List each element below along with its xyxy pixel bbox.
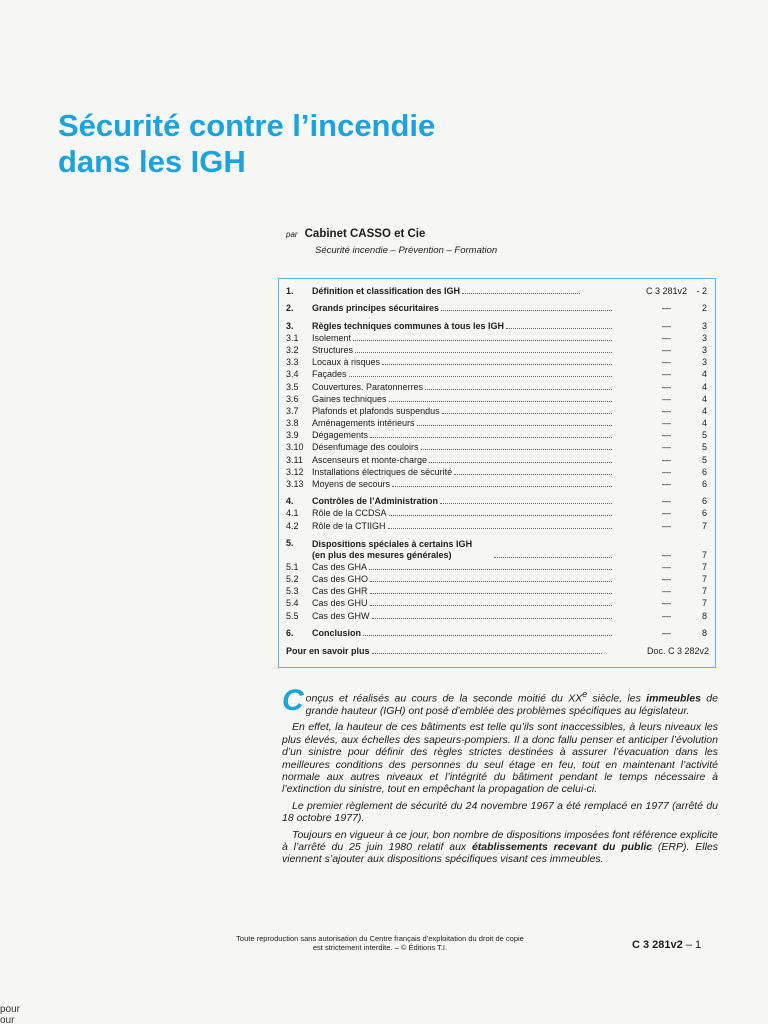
toc-label-line-2: (en plus des mesures générales): [312, 549, 452, 560]
toc-label: Cas des GHA: [312, 561, 368, 572]
toc-ref: —: [662, 369, 671, 380]
toc-ref: —: [662, 598, 671, 609]
table-of-contents: [278, 278, 716, 668]
toc-leader: [369, 569, 612, 570]
toc-row[interactable]: [286, 417, 709, 429]
toc-row[interactable]: [286, 495, 709, 507]
toc-label: Dégagements: [312, 430, 369, 441]
paragraph-1: [282, 684, 718, 717]
toc-page: 3: [701, 320, 707, 331]
toc-label: Façades: [312, 369, 347, 380]
toc-row[interactable]: [286, 561, 709, 573]
toc-number: 2.: [286, 303, 294, 314]
toc-number: 3.: [286, 320, 294, 331]
edge-fragment: [0, 1004, 20, 1024]
toc-ref: —: [662, 508, 671, 519]
toc-page: 5: [701, 430, 707, 441]
toc-label: Pour en savoir plus: [286, 645, 370, 656]
p4-text-b: (ERP). Elles viennent s’ajouter aux dispositions spécifiques visant ces immeubles.: [282, 840, 718, 866]
toc-leader: [429, 462, 612, 463]
toc-ref: —: [662, 442, 671, 453]
toc-row[interactable]: [286, 573, 709, 585]
p4-text: Toujours en vigueur à ce jour, bon nombre de dispositions imposées font référence explicite à l’arrêté du 25 juin 1980 relatif aux: [282, 828, 718, 853]
toc-number: 3.4: [286, 369, 299, 380]
toc-row[interactable]: [286, 585, 709, 597]
title-line-2: dans les IGH: [58, 144, 246, 179]
toc-leader: [494, 557, 612, 558]
toc-label: Aménagements intérieurs: [312, 418, 415, 429]
toc-number: 3.10: [286, 442, 304, 453]
toc-ref: Doc. C 3 282v2: [646, 645, 709, 656]
toc-label: Ascenseurs et monte-charge: [312, 454, 428, 465]
toc-label: Grands principes sécuritaires: [312, 303, 440, 314]
copyright-line-2: est strictement interdite. – © Éditions T.I.: [312, 943, 448, 952]
toc-leader: [392, 486, 612, 487]
toc-label-line-1: Dispositions spéciales à certains IGH: [312, 538, 473, 549]
toc-page: 4: [701, 418, 707, 429]
toc-label: Couvertures. Paratonnerres: [312, 381, 424, 392]
toc-number: 3.7: [286, 405, 299, 416]
toc-label: Définition et classification des IGH: [312, 286, 461, 297]
toc-number: 1.: [286, 286, 294, 297]
toc-ref: —: [662, 332, 671, 343]
toc-row[interactable]: [286, 453, 709, 465]
toc-number: 3.8: [286, 418, 299, 429]
toc-label: Plafonds et plafonds suspendus: [312, 405, 440, 416]
copyright-note: [200, 934, 560, 952]
toc-ref: —: [662, 466, 671, 477]
toc-row[interactable]: [286, 405, 709, 417]
toc-row[interactable]: [286, 319, 709, 331]
toc-ref: —: [662, 303, 671, 314]
toc-label: Cas des GHW: [312, 610, 370, 621]
p1-text-c: de grande hauteur (IGH) ont posé d’emblée des problèmes spécifiques au législateur.: [305, 692, 718, 717]
toc-label: Moyens de secours: [312, 479, 391, 489]
toc-ref: —: [662, 520, 671, 531]
toc-row[interactable]: [286, 380, 709, 392]
toc-ref: —: [662, 496, 671, 507]
toc-number: 5.4: [286, 598, 299, 609]
toc-page: 7: [701, 598, 707, 609]
toc-ref: C 3 281v2: [645, 286, 687, 297]
p1-sup: e: [582, 689, 588, 699]
toc-page: - 2: [696, 286, 707, 297]
toc-leader: [349, 376, 612, 377]
toc-leader: [442, 413, 612, 414]
toc-number: 3.3: [286, 357, 299, 368]
document-code: C 3 281v2: [632, 939, 683, 951]
toc-number: 5.2: [286, 573, 299, 584]
toc-label: [312, 539, 492, 561]
toc-row[interactable]: [286, 441, 709, 453]
toc-row[interactable]: [286, 302, 709, 314]
toc-row[interactable]: [286, 285, 709, 297]
toc-ref: —: [662, 479, 671, 489]
toc-page: 4: [701, 405, 707, 416]
copyright-line-1: Toute reproduction sans autorisation du Centre français d’exploitation du droit de copie: [236, 934, 524, 943]
toc-leader: [417, 425, 612, 426]
toc-leader: [372, 618, 612, 619]
toc-leader: [454, 474, 612, 475]
toc-ref: —: [662, 430, 671, 441]
toc-ref: —: [662, 454, 671, 465]
toc-ref: —: [662, 610, 671, 621]
toc-label: Cas des GHU: [312, 598, 368, 609]
toc-number: 5.1: [286, 561, 299, 572]
page-number: – 1: [682, 939, 702, 951]
toc-page: 5: [701, 442, 707, 453]
toc-row-further-reading[interactable]: [286, 645, 709, 657]
toc-leader: [370, 593, 612, 594]
toc-row[interactable]: [286, 627, 709, 639]
toc-leader: [372, 653, 602, 654]
p1-bold: immeubles: [646, 692, 702, 705]
intro-text: [282, 684, 718, 870]
toc-leader: [388, 528, 612, 529]
toc-number: 6.: [286, 627, 294, 638]
toc-page: 4: [701, 381, 707, 392]
toc-ref: —: [662, 627, 671, 638]
toc-row[interactable]: [286, 519, 709, 531]
toc-page: 8: [701, 627, 707, 638]
toc-leader: [389, 515, 612, 516]
author: Cabinet CASSO et Cie: [304, 228, 426, 240]
toc-page: 6: [701, 496, 707, 507]
toc-row[interactable]: [286, 609, 709, 621]
toc-label: Cas des GHR: [312, 586, 368, 597]
toc-page: 3: [701, 357, 707, 368]
edge-line-2: our: [0, 1015, 15, 1024]
toc-row[interactable]: [286, 429, 709, 441]
toc-leader: [506, 328, 612, 329]
toc-page: 6: [701, 508, 707, 519]
toc-page: 4: [701, 393, 707, 404]
toc-page: 7: [701, 561, 707, 572]
toc-page: 6: [701, 466, 707, 477]
toc-page: 3: [701, 344, 707, 355]
toc-row[interactable]: [286, 344, 709, 356]
toc-ref: —: [662, 586, 671, 597]
toc-leader: [353, 340, 612, 341]
toc-number: 4.1: [286, 508, 299, 519]
toc-ref: —: [662, 573, 671, 584]
toc-ref: —: [662, 381, 671, 392]
toc-number: 3.13: [286, 479, 304, 489]
toc-ref: —: [662, 320, 671, 331]
p1-text: onçus et réalisés au cours de la seconde moitié du XX: [305, 692, 583, 705]
document-title: [58, 108, 658, 180]
toc-leader: [421, 449, 612, 450]
toc-label: Conclusion: [312, 627, 361, 638]
toc-row[interactable]: [286, 332, 709, 344]
toc-label: Structures: [312, 344, 354, 355]
p4-bold: établissements recevant du public: [471, 840, 653, 853]
toc-number: 5.5: [286, 610, 299, 621]
toc-rows: [286, 285, 709, 639]
toc-leader: [370, 581, 612, 582]
toc-page: 4: [701, 369, 707, 380]
edge-line-1: pour: [0, 1004, 21, 1015]
byline-prefix: par: [286, 230, 298, 239]
author-subtitle: Sécurité incendie – Prévention – Formation: [315, 245, 498, 256]
toc-label: Cas des GHO: [312, 573, 369, 584]
toc-row[interactable]: [286, 393, 709, 405]
p1-text-b: siècle, les: [587, 692, 647, 705]
toc-label: Installations électriques de sécurité: [312, 466, 453, 477]
toc-page: 7: [701, 586, 707, 597]
toc-leader: [462, 293, 580, 294]
toc-ref: —: [662, 393, 671, 404]
toc-row[interactable]: [286, 507, 709, 519]
toc-label: Isolement: [312, 332, 352, 343]
toc-number: 3.6: [286, 393, 299, 404]
toc-ref: —: [662, 418, 671, 429]
toc-number: 4.2: [286, 520, 299, 531]
toc-page: 2: [701, 303, 707, 314]
toc-label: Locaux à risques: [312, 357, 381, 368]
toc-label: Gaines techniques: [312, 393, 387, 404]
toc-number: 5.3: [286, 586, 299, 597]
toc-page: 8: [701, 610, 707, 621]
toc-number: 3.2: [286, 344, 299, 355]
page-reference: [632, 939, 701, 951]
toc-leader: [382, 364, 612, 365]
paragraph-2: En effet, la hauteur de ces bâtiments est telle qu’ils sont inaccessibles, à leurs niveaux les plus élevés, aux échelles des sapeurs-pompiers. Il a donc fallu penser et anticiper l’évolution d’un sinistre pour définir des règles strictes destinées à assurer l’évacuation dans les meilleures conditions des personnes du seul étage en feu, tout en maintenant l’activité normale aux autres niveaux et l’intégrité du bâtiment pendant le temps nécessaire à l’extinction du sinistre, tout en empêchant la propagation de celui-ci.: [282, 721, 718, 796]
title-line-1: Sécurité contre l’incendie: [58, 108, 436, 143]
toc-row[interactable]: [286, 466, 709, 478]
toc-number: 4.: [286, 496, 294, 507]
toc-number: 3.1: [286, 332, 299, 343]
toc-ref: —: [662, 561, 671, 572]
toc-ref: —: [662, 357, 671, 368]
toc-leader: [370, 605, 612, 606]
toc-leader: [441, 310, 612, 311]
toc-ref: —: [662, 549, 671, 560]
toc-row[interactable]: [286, 478, 709, 490]
toc-page: 5: [701, 454, 707, 465]
toc-number: 3.5: [286, 381, 299, 392]
toc-leader: [370, 437, 612, 438]
toc-label: Désenfumage des couloirs: [312, 442, 419, 453]
toc-label: Contrôles de l’Administration: [312, 496, 439, 507]
toc-row[interactable]: [286, 356, 709, 368]
toc-page: 3: [701, 332, 707, 343]
toc-leader: [389, 401, 612, 402]
toc-row[interactable]: [286, 368, 709, 380]
toc-label: Rôle de la CCDSA: [312, 508, 387, 519]
toc-label: Règles techniques communes à tous les IGH: [312, 320, 505, 331]
toc-ref: —: [662, 344, 671, 355]
toc-row[interactable]: [286, 537, 709, 561]
toc-number: 5.: [286, 537, 294, 548]
toc-number: 3.9: [286, 430, 299, 441]
toc-page: 6: [701, 479, 707, 489]
toc-ref: —: [662, 405, 671, 416]
toc-page: 7: [701, 549, 707, 560]
toc-leader: [440, 503, 612, 504]
byline: [286, 228, 425, 240]
drop-cap: C: [282, 684, 304, 717]
toc-label: Rôle de la CTIIGH: [312, 520, 386, 531]
toc-row[interactable]: [286, 597, 709, 609]
paragraph-4: [282, 829, 718, 866]
toc-number: 3.11: [286, 454, 303, 465]
toc-leader: [355, 352, 612, 353]
toc-page: 7: [701, 573, 707, 584]
toc-leader: [363, 635, 612, 636]
toc-leader: [425, 389, 612, 390]
toc-page: 7: [701, 520, 707, 531]
paragraph-3: Le premier règlement de sécurité du 24 novembre 1967 a été remplacé en 1977 (arrêté du 18 octobre 1977).: [282, 799, 718, 825]
toc-number: 3.12: [286, 466, 304, 477]
